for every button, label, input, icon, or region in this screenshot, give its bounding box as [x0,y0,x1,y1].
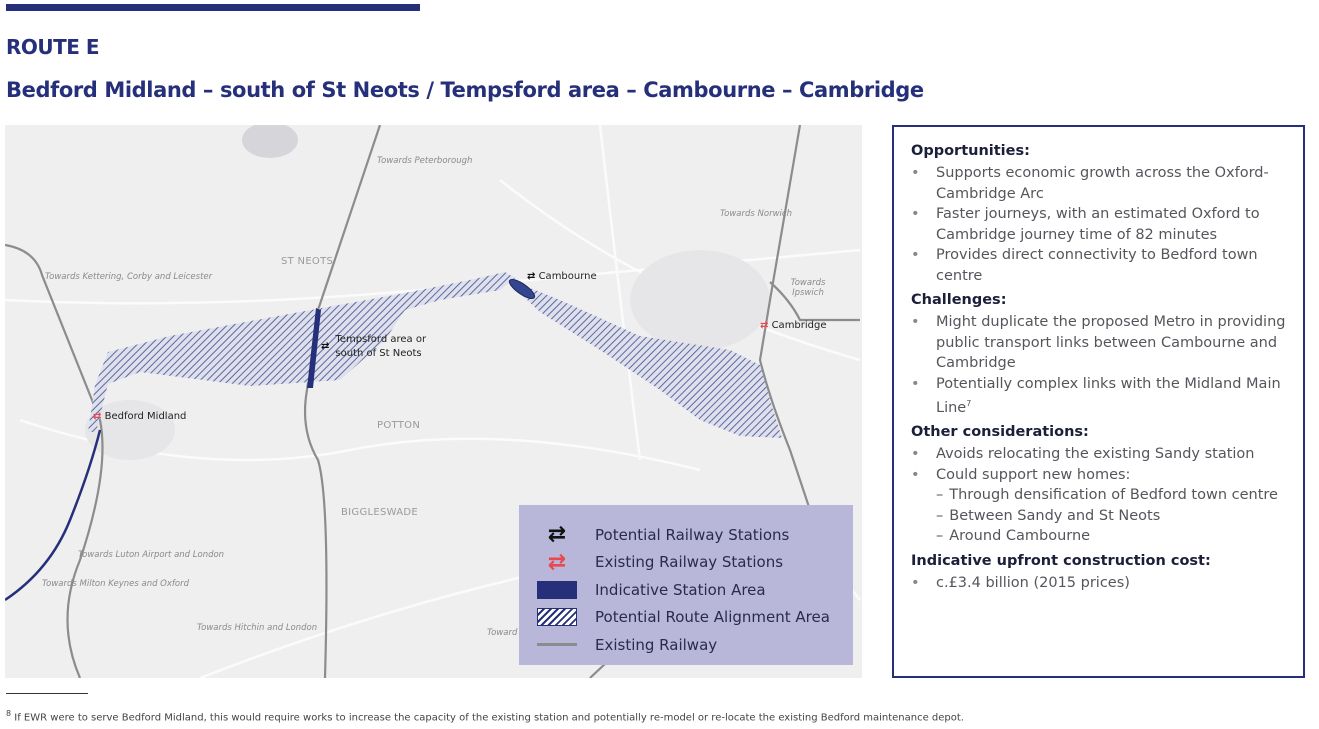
challenges-heading: Challenges: [911,292,1007,308]
route-title: ROUTE E [6,35,100,59]
direction-label: Towards Luton Airport and London [78,550,225,560]
direction-label: Towards Milton Keynes and Oxford [42,579,189,589]
direction-label: Towards Peterborough [377,156,473,166]
other-considerations-list [911,444,1289,547]
town-label: BIGGLESWADE [341,507,419,518]
direction-label: Towards Ipswich [790,278,826,298]
legend-item: Existing Railway [537,631,853,659]
town-label: POTTON [377,420,421,431]
legend-item: ⇄ Existing Railway Stations [537,549,853,577]
footnote: $^8$ If EWR were to serve Bedford Midland, this would require works to increase the capacity of the existing station and potentially re-model or re-locate the existing Bedford maintenance depot. [6,709,964,724]
challenges-list [911,312,1289,418]
list-item: • Faster journeys, with an estimated Oxford to Cambridge journey time of 82 minutes [911,204,1289,245]
direction-label: Towards Kettering, Corby and Leicester [45,272,213,282]
legend-item: ⇄ Potential Railway Stations [537,521,853,549]
station-cambourne: ⇄ Cambourne [527,271,597,282]
opportunities-list [911,163,1289,286]
direction-label: Toward [487,628,518,638]
list-item: • Could support new homes: [911,465,1289,486]
footnote-ref: 7 [966,399,972,408]
page-title: Bedford Midland – south of St Neots / Tempsford area – Cambourne – Cambridge [6,78,924,102]
railway-line-swatch [537,635,577,655]
proposed-line [5,430,100,600]
national-rail-icon: ⇄ [547,522,567,548]
station-bedford: ⇄ Bedford Midland [93,411,187,422]
map-legend [519,505,853,665]
footnote-divider [6,693,88,694]
town-label: ST NEOTS [281,256,334,267]
list-item: • Provides direct connectivity to Bedford town centre [911,245,1289,286]
national-rail-icon: ⇄ [527,271,536,282]
sub-list-item: – Around Cambourne [911,526,1289,547]
national-rail-icon: ⇄ [760,320,769,331]
sub-list-item: – Between Sandy and St Neots [911,506,1289,527]
route-assessment-panel [892,125,1305,678]
cost-heading: Indicative upfront construction cost: [911,552,1211,569]
list-item: • Avoids relocating the existing Sandy station [911,444,1289,465]
list-item: • c.£3.4 billion (2015 prices) [911,573,1289,594]
direction-label: Towards Hitchin and London [197,623,318,633]
national-rail-icon: ⇄ [93,411,102,422]
national-rail-icon: ⇄ [321,341,330,352]
list-item: • Potentially complex links with the Midland Main Line$^7$ [911,374,1289,419]
alignment-area-swatch [537,607,577,627]
station-area-swatch [537,580,577,600]
legend-item: Potential Route Alignment Area [537,604,853,632]
sub-list-item: – Through densification of Bedford town centre [911,485,1289,506]
lake [242,125,298,158]
direction-label: Towards Norwich [720,209,792,219]
list-item: • Supports economic growth across the Oxford-Cambridge Arc [911,163,1289,204]
header-rule [6,4,420,11]
station-cambridge: ⇄ Cambridge [760,320,827,331]
list-item: • Might duplicate the proposed Metro in providing public transport links between Cambourne and Cambridge [911,312,1289,374]
cost-list [911,573,1289,594]
other-considerations-heading: Other considerations: [911,424,1089,441]
national-rail-icon: ⇄ [547,549,567,575]
legend-item: Indicative Station Area [537,576,853,604]
station-tempsford: ⇄ Tempsford area or south of St Neots [321,334,427,359]
opportunities-heading: Opportunities: [911,143,1030,159]
